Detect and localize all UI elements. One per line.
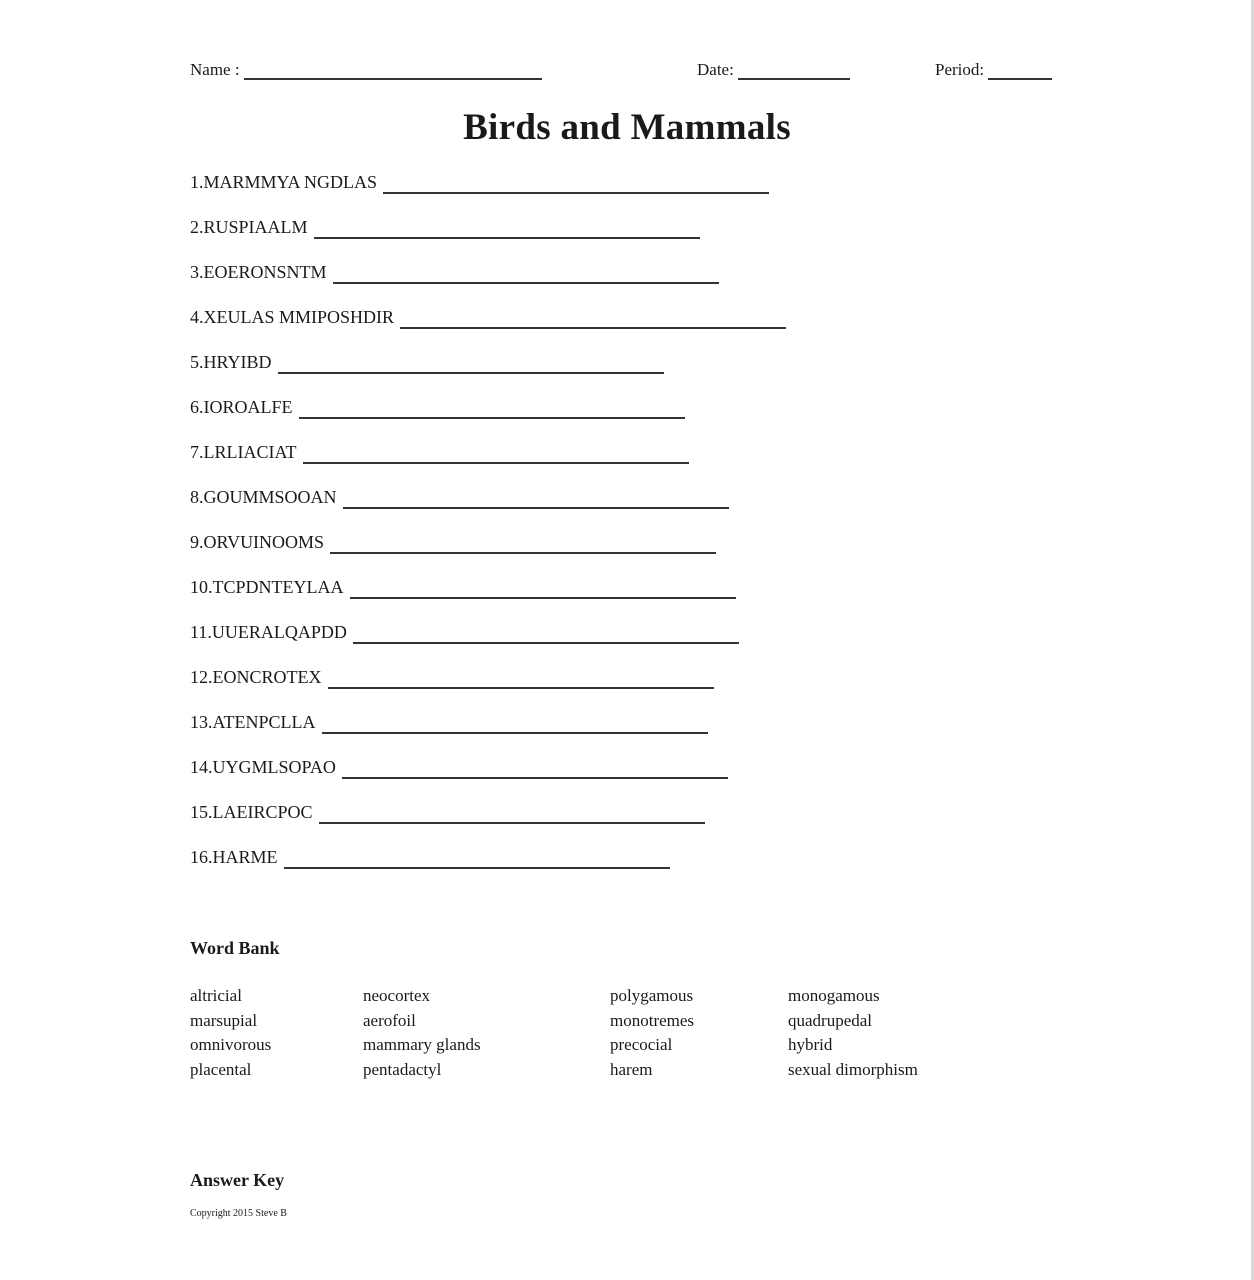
question-row [190, 307, 890, 352]
question-number: 6. [190, 397, 204, 417]
word-bank-term: neocortex [363, 986, 431, 1005]
question-row [190, 442, 890, 487]
answer-line[interactable] [314, 217, 700, 239]
question-number: 2. [190, 217, 204, 237]
word-bank-column [363, 984, 481, 1082]
name-field[interactable] [190, 60, 542, 80]
name-line[interactable] [244, 60, 542, 80]
word-bank-term: aerofoil [363, 1010, 416, 1030]
scrambled-word: UYGMLSOPAO [212, 757, 336, 777]
word-bank-term: harem [610, 1059, 653, 1079]
word-bank-term: hybrid [788, 1035, 833, 1054]
question-row [190, 847, 890, 892]
answer-line[interactable] [343, 487, 729, 509]
word-bank-term: sexual dimorphism [788, 1059, 918, 1079]
question-number: 16. [190, 847, 213, 867]
name-label: Name : [190, 60, 240, 79]
word-bank-term: precocial [610, 1035, 673, 1054]
period-field[interactable] [935, 60, 1052, 80]
question-number: 1. [190, 172, 204, 192]
scrambled-word: LRLIACIAT [203, 442, 297, 462]
question-number: 5. [190, 352, 204, 372]
scrambled-word: UUERALQAPDD [211, 622, 347, 642]
word-bank-term: marsupial [190, 1010, 258, 1030]
question-row [190, 802, 890, 847]
scrambled-word: ATENPCLLA [212, 712, 316, 732]
period-label: Period: [935, 60, 985, 79]
scrambled-word: TCPDNTEYLAA [212, 577, 344, 597]
copyright-text: Copyright 2015 Steve B [190, 1208, 287, 1219]
question-number: 14. [190, 757, 213, 777]
scrambled-word: IOROALFE [203, 397, 293, 417]
answer-line[interactable] [328, 667, 714, 689]
answer-line[interactable] [400, 307, 786, 329]
scrambled-word: ORVUINOOMS [203, 532, 325, 552]
scrambled-word: EOERONSNTM [203, 262, 327, 282]
answer-line[interactable] [383, 172, 769, 194]
question-number: 7. [190, 442, 204, 462]
word-bank-term: quadrupedal [788, 1010, 873, 1030]
date-field[interactable] [697, 60, 850, 80]
word-bank-column [788, 984, 918, 1082]
answer-line[interactable] [319, 802, 705, 824]
question-number: 9. [190, 532, 204, 552]
word-bank-term: omnivorous [190, 1035, 272, 1054]
answer-line[interactable] [284, 847, 670, 869]
question-number: 10. [190, 577, 213, 597]
word-bank-term: monogamous [788, 986, 880, 1005]
question-row [190, 667, 890, 712]
word-bank-term: altricial [190, 986, 242, 1005]
answer-line[interactable] [350, 577, 736, 599]
answer-line[interactable] [322, 712, 708, 734]
student-info-header [0, 60, 1254, 86]
date-line[interactable] [738, 60, 850, 80]
word-bank-term: monotremes [610, 1010, 695, 1030]
scrambled-word: XEULAS MMIPOSHDIR [203, 307, 395, 327]
word-bank-term: mammary glands [363, 1035, 481, 1054]
page-title: Birds and Mammals [463, 107, 791, 148]
question-row [190, 397, 890, 442]
scrambled-word: LAEIRCPOC [212, 802, 313, 822]
question-list [190, 172, 890, 892]
question-number: 13. [190, 712, 213, 732]
question-row [190, 577, 890, 622]
question-row [190, 352, 890, 397]
question-row [190, 262, 890, 307]
answer-line[interactable] [353, 622, 739, 644]
question-row [190, 532, 890, 577]
word-bank-term: pentadactyl [363, 1059, 442, 1079]
date-label: Date: [697, 60, 734, 79]
question-row [190, 487, 890, 532]
answer-line[interactable] [278, 352, 664, 374]
scrambled-word: RUSPIAALM [203, 217, 308, 237]
answer-line[interactable] [299, 397, 685, 419]
answer-line[interactable] [330, 532, 716, 554]
question-number: 15. [190, 802, 213, 822]
question-row [190, 712, 890, 757]
question-row [190, 757, 890, 802]
scrambled-word: HRYIBD [203, 352, 272, 372]
question-number: 8. [190, 487, 204, 507]
word-bank-column [190, 984, 271, 1082]
question-number: 4. [190, 307, 204, 327]
answer-key-title: Answer Key [190, 1170, 285, 1190]
word-bank-term: placental [190, 1059, 252, 1079]
word-bank-column [610, 984, 694, 1082]
question-number: 11. [190, 622, 212, 642]
scrambled-word: HARME [212, 847, 278, 867]
scrambled-word: GOUMMSOOAN [203, 487, 337, 507]
answer-line[interactable] [342, 757, 728, 779]
word-bank-term: polygamous [610, 986, 694, 1005]
period-line[interactable] [988, 60, 1052, 80]
question-number: 3. [190, 262, 204, 282]
word-bank-title: Word Bank [190, 938, 280, 958]
answer-line[interactable] [333, 262, 719, 284]
scrambled-word: MARMMYA NGDLAS [203, 172, 378, 192]
scrambled-word: EONCROTEX [212, 667, 322, 687]
question-row [190, 622, 890, 667]
question-number: 12. [190, 667, 213, 687]
question-row [190, 217, 890, 262]
question-row [190, 172, 890, 217]
answer-line[interactable] [303, 442, 689, 464]
